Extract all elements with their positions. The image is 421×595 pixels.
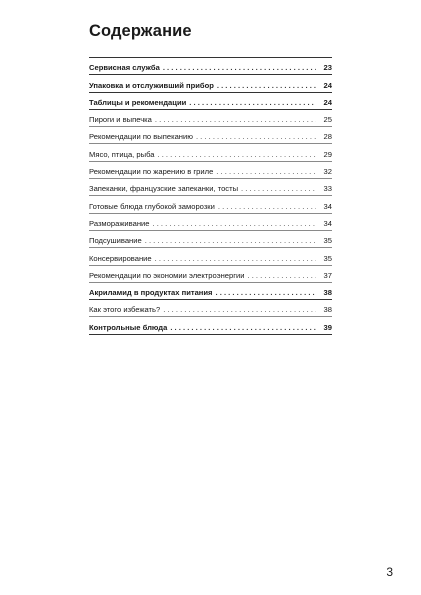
toc-leader-dots <box>155 254 316 263</box>
toc-entry[interactable] <box>89 317 332 334</box>
toc-entry-page: 33 <box>323 184 332 194</box>
toc-entry-page: 35 <box>323 253 332 263</box>
toc-entry-page: 38 <box>323 288 332 298</box>
toc-entry[interactable] <box>89 214 332 231</box>
toc-entry-label: Как этого избежать? <box>89 305 161 315</box>
table-of-contents <box>89 57 332 335</box>
toc-entry-page: 35 <box>323 236 332 246</box>
toc-entry[interactable] <box>89 58 332 75</box>
toc-leader-dots <box>218 202 316 211</box>
toc-entry[interactable] <box>89 162 332 179</box>
toc-leader-dots <box>216 167 316 176</box>
toc-entry[interactable] <box>89 110 332 127</box>
toc-entry-label: Рекомендации по экономии электроэнергии <box>89 270 245 280</box>
toc-entry-page: 34 <box>323 218 332 228</box>
toc-leader-dots <box>145 236 316 245</box>
toc-leader-dots <box>216 288 317 297</box>
toc-entry[interactable] <box>89 300 332 317</box>
toc-entry[interactable] <box>89 127 332 144</box>
toc-entry-label: Подсушивание <box>89 236 142 246</box>
toc-entry-page: 39 <box>323 322 332 332</box>
toc-entry-label: Контрольные блюда <box>89 322 168 332</box>
toc-entry-label: Запеканки, французские запеканки, тосты <box>89 184 239 194</box>
toc-entry-page: 34 <box>323 201 332 211</box>
toc-entry-page: 25 <box>323 115 332 125</box>
toc-leader-dots <box>155 115 316 124</box>
toc-entry[interactable] <box>89 248 332 265</box>
toc-entry[interactable] <box>89 144 332 161</box>
toc-entry-label: Пироги и выпечка <box>89 115 152 125</box>
toc-leader-dots <box>189 98 316 107</box>
toc-entry[interactable] <box>89 75 332 92</box>
toc-entry-page: 24 <box>323 97 332 107</box>
toc-entry-label: Размораживание <box>89 218 150 228</box>
toc-entry-label: Готовые блюда глубокой заморозки <box>89 201 215 211</box>
toc-entry[interactable] <box>89 93 332 110</box>
toc-entry-label: Сервисная служба <box>89 63 160 73</box>
toc-entry-label: Акриламид в продуктах питания <box>89 288 213 298</box>
page-title: Содержание <box>89 22 192 40</box>
toc-entry[interactable] <box>89 266 332 283</box>
toc-entry-label: Рекомендации по жарению в гриле <box>89 167 214 177</box>
toc-leader-dots <box>163 63 316 72</box>
toc-entry-label: Консервирование <box>89 253 152 263</box>
toc-entry-page: 28 <box>323 132 332 142</box>
toc-leader-dots <box>163 305 316 314</box>
toc-entry-page: 32 <box>323 167 332 177</box>
toc-leader-dots <box>217 81 316 90</box>
page-number: 3 <box>386 565 393 579</box>
toc-entry[interactable] <box>89 179 332 196</box>
toc-entry[interactable] <box>89 283 332 300</box>
toc-entry-page: 24 <box>323 80 332 90</box>
toc-entry-label: Мясо, птица, рыба <box>89 149 155 159</box>
toc-leader-dots <box>241 184 316 193</box>
toc-entry-page: 37 <box>323 270 332 280</box>
toc-entry-page: 29 <box>323 149 332 159</box>
toc-entry[interactable] <box>89 196 332 213</box>
toc-leader-dots <box>157 150 316 159</box>
toc-entry-label: Рекомендации по выпеканию <box>89 132 193 142</box>
toc-leader-dots <box>170 323 316 332</box>
toc-entry-label: Таблицы и рекомендации <box>89 97 187 107</box>
toc-entry-page: 23 <box>323 63 332 73</box>
toc-leader-dots <box>196 132 316 141</box>
toc-leader-dots <box>152 219 316 228</box>
toc-entry-page: 38 <box>323 305 332 315</box>
toc-entry[interactable] <box>89 231 332 248</box>
toc-leader-dots <box>247 271 316 280</box>
toc-entry-label: Упаковка и отслуживший прибор <box>89 80 214 90</box>
